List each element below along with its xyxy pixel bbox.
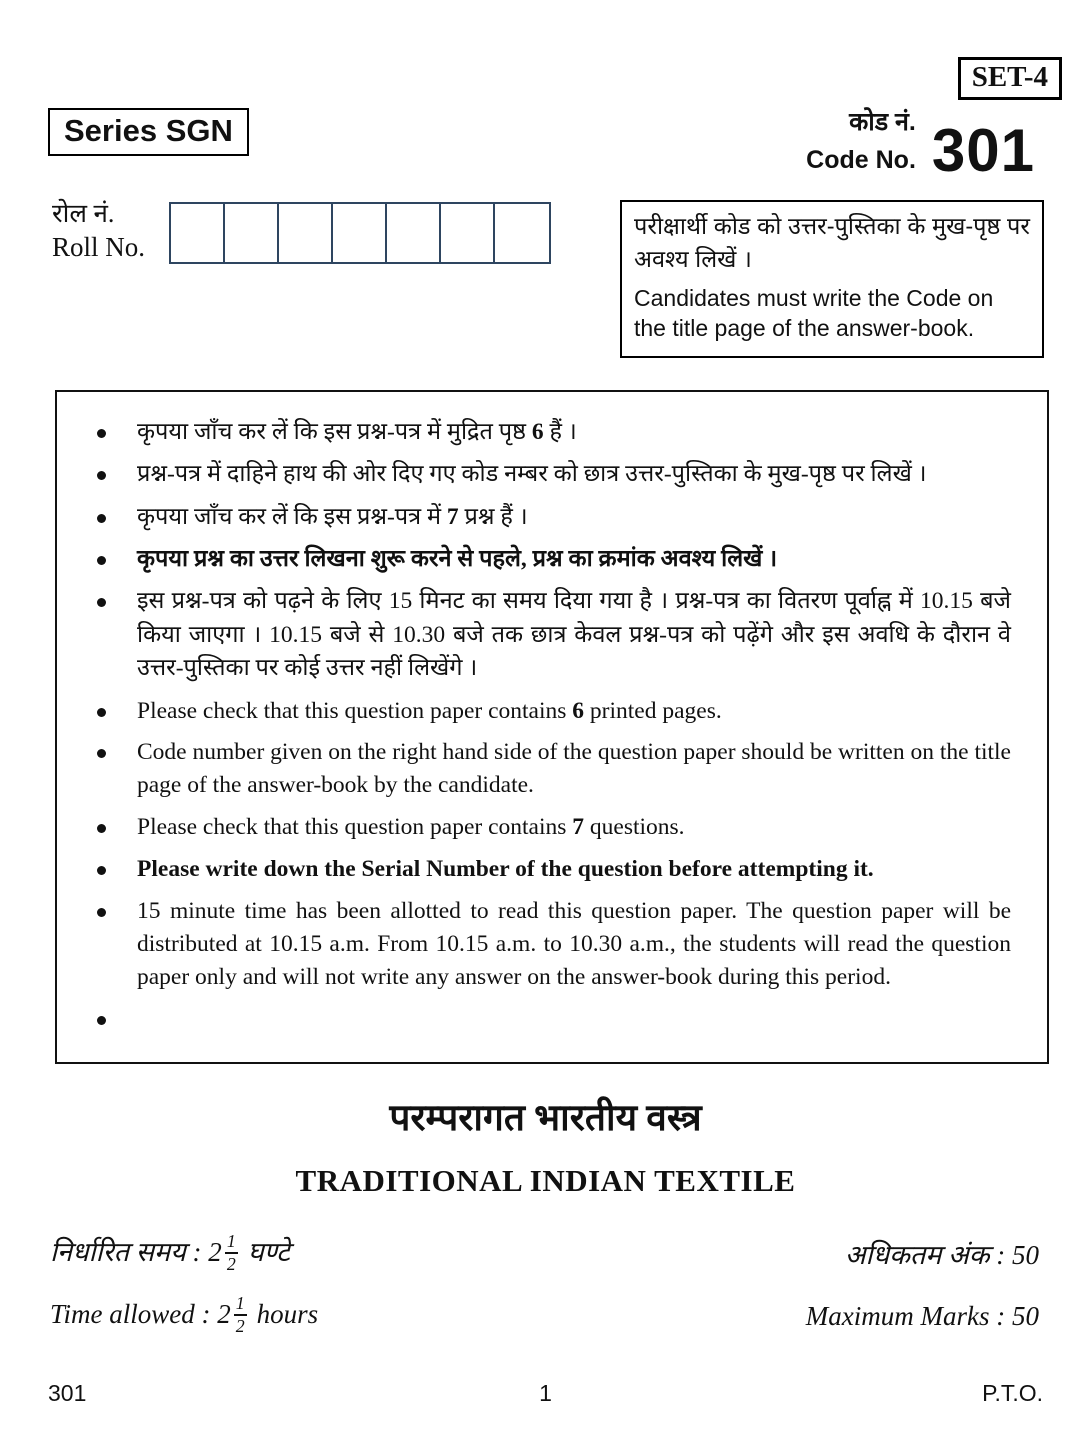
roll-number-cell [387,204,441,262]
instruction-text: कृपया प्रश्न का उत्तर लिखना शुरू करने से पहले, प्रश्न का क्रमांक अवश्य लिखें । [137,546,778,573]
code-label-english: Code No. [806,145,916,174]
candidates-note-hindi: परीक्षार्थी कोड को उत्तर-पुस्तिका के मुख-पृष्ठ पर अवश्य लिखें । [634,213,1030,272]
bullet-icon [97,514,106,523]
roll-number-cell [495,204,549,262]
instruction-text: 15 minute time has been allotted to read this question paper. The question paper will be distributed at 10.15 a.m. From 10.15 a.m. to 10.30 a.m., the students will read the question paper only and will not write any answer on the answer-book during this period. [137,897,1011,990]
footer-code: 301 [48,1380,87,1406]
instruction-item [89,585,1011,685]
candidates-note-box [620,200,1044,358]
bullet-icon [97,908,106,917]
instruction-text: Please check that this question paper contains 6 printed pages. [137,697,722,724]
bullet-icon [97,749,106,758]
bullet-icon [97,429,106,438]
code-number: 301 [931,117,1035,184]
page-footer [48,1380,1043,1410]
instruction-text: Please write down the Serial Number of the question before attempting it. [137,856,874,883]
roll-number-cell [333,204,387,262]
bullet-icon [97,556,106,565]
instruction-text: इस प्रश्न-पत्र को पढ़ने के लिए 15 मिनट का समय दिया गया है । प्रश्न-पत्र का वितरण पूर्वाह्न में 10.15 बजे किया जाएगा । 10.15 बजे से 10.30 बजे तक छात्र केवल प्रश्न-पत्र को पढ़ेंगे और इस अवधि के दौरान वे उत्तर-पुस्तिका पर कोई उत्तर नहीं लिखेंगे । [137,588,1011,682]
instruction-text: Please check that this question paper contains 7 questions. [137,814,685,841]
instruction-item [89,416,1011,449]
instruction-item [89,895,1011,994]
set-badge: SET-4 [958,57,1062,100]
time-marks-row-english [50,1293,1039,1337]
max-marks-english: Maximum Marks : 50 [805,1301,1039,1332]
time-allowed-hindi: निर्धारित समय : 2 $\frac{1}{2}$ घण्टे [50,1231,290,1274]
roll-number-cell [225,204,279,262]
bullet-icon [97,708,106,717]
bullet-icon [97,1016,106,1025]
code-label-hindi: कोड नं. [849,108,916,136]
fraction-half: $\frac{1}{2}$ [226,1231,236,1274]
bullet-icon [97,866,106,875]
instruction-item [89,853,1011,886]
roll-number-cell [441,204,495,262]
paper-title-hindi: परम्परागत भारतीय वस्त्र [389,1098,702,1139]
roll-number-grid [169,202,551,264]
roll-label-english: Roll No. [52,231,146,262]
instruction-item [89,1003,1011,1025]
instructions-box [55,390,1049,1064]
time-marks-row-hindi [50,1232,1039,1276]
instruction-item [89,695,1011,728]
bullet-icon [97,471,106,480]
instruction-text: कृपया जाँच कर लें कि इस प्रश्न-पत्र में 7 प्रश्न हैं । [137,503,528,530]
bullet-icon [97,598,106,607]
instruction-text [137,1003,1011,1025]
bullet-icon [97,824,106,833]
instruction-item [89,543,1011,576]
instruction-item [89,501,1011,534]
paper-title-english: TRADITIONAL INDIAN TEXTILE [295,1163,796,1198]
footer-pto: P.T.O. [982,1380,1043,1406]
instruction-item [89,736,1011,802]
roll-number-section [52,198,551,264]
roll-number-cell [279,204,333,262]
instruction-item [89,811,1011,844]
instruction-text: Code number given on the right hand side of the question paper should be written on the title page of the answer-book by the candidate. [137,739,1011,799]
series-badge: Series SGN [48,108,249,156]
fraction-half: $\frac{1}{2}$ [235,1293,245,1336]
time-allowed-english: Time allowed : 2 $\frac{1}{2}$ hours [50,1293,319,1336]
instruction-text: प्रश्न-पत्र में दाहिने हाथ की ओर दिए गए कोड नम्बर को छात्र उत्तर-पुस्तिका के मुख-पृष्ठ पर लिखें । [137,461,927,488]
instruction-item [89,458,1011,491]
code-cluster [806,104,1035,184]
candidates-note-english: Candidates must write the Code on the title page of the answer-book. [634,284,994,341]
roll-label-hindi: रोल नं. [52,199,115,228]
instructions-list [89,416,1011,1025]
roll-number-cell [171,204,225,262]
instruction-text: कृपया जाँच कर लें कि इस प्रश्न-पत्र में मुद्रित पृष्ठ 6 हैं । [137,419,577,445]
max-marks-hindi: अधिकतम अंक : 50 [844,1240,1039,1271]
footer-page-number: 1 [539,1380,552,1406]
